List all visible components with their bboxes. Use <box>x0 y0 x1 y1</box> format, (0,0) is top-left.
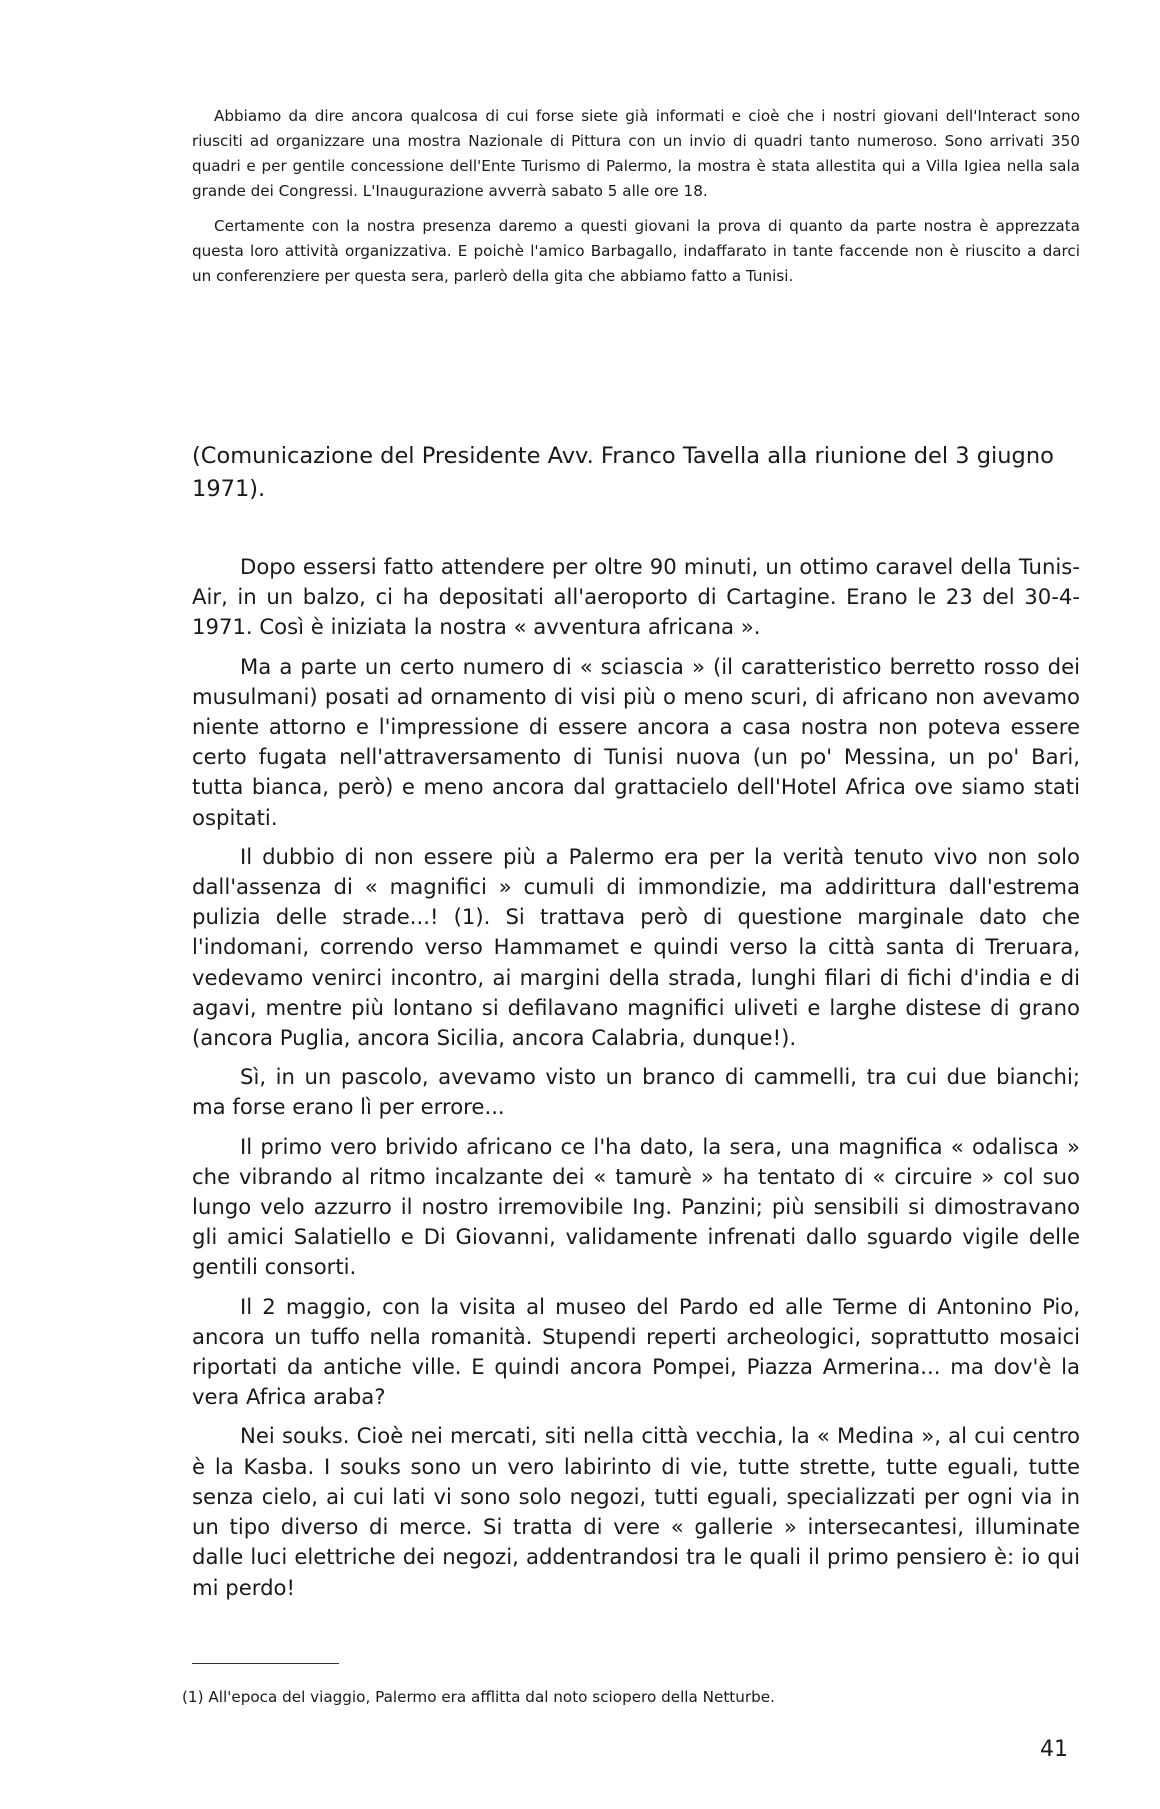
section-caption: (Comunicazione del Presidente Avv. Franco Tavella alla riunione del 3 giugno 1971). <box>192 443 1054 502</box>
intro-paragraph: Abbiamo da dire ancora qualcosa di cui forse siete già informati e cioè che i nostri giovani dell'Interact sono riusciti ad organizzare una mostra Nazionale di Pittura con un invio di quadri tanto numeroso. Sono arrivati 350 quadri e per gentile concessione dell'Ente Turismo di Palermo, la mostra è stata allestita qui a Villa Igiea nella sala grande dei Congressi. L'Inaugurazione avverrà sabato 5 alle ore 18. <box>192 107 1080 200</box>
intro-section <box>192 104 1080 299</box>
article-body <box>192 552 1080 1612</box>
footnote: (1) All'epoca del viaggio, Palermo era afflitta dal noto sciopero della Netturbe. <box>182 1688 775 1706</box>
page-number: 41 <box>1040 1737 1068 1762</box>
body-paragraph: Nei souks. Cioè nei mercati, siti nella città vecchia, la « Medina », al cui centro è la Kasba. I souks sono un vero labirinto di vie, tutte strette, tutte eguali, tutte senza cielo, ai cui lati vi sono solo negozi, tutti eguali, specializzati per ogni via in un tipo diverso di merce. Si tratta di vere « gallerie » intersecantesi, illuminate dalle luci elettriche dei negozi, addentrandosi tra le quali il primo pensiero è: io qui mi perdo! <box>192 1423 1080 1600</box>
body-paragraph: Il primo vero brivido africano ce l'ha dato, la sera, una magnifica « odalisca » che vibrando al ritmo incalzante dei « tamurè » ha tentato di « circuire » col suo lungo velo azzurro il nostro irremovibile Ing. Panzini; più sensibili si dimostravano gli amici Salatiello e Di Giovanni, validamente infrenati dallo sguardo vigile delle gentili consorti. <box>192 1133 1080 1280</box>
body-paragraph: Il dubbio di non essere più a Palermo era per la verità tenuto vivo non solo dall'assenza di « magnifici » cumuli di immondizie, ma addirittura dall'estrema pulizia delle strade...! (1). Si trattava però di questione marginale dato che l'indomani, correndo verso Hammamet e quindi verso la città santa di Treruara, vedevamo venirci incontro, ai margini della strada, lunghi filari di fichi d'india e di agavi, mentre più lontano si defilavano magnifici uliveti e larghe distese di grano (ancora Puglia, ancora Sicilia, ancora Calabria, dunque!). <box>192 843 1080 1051</box>
intro-paragraph: Certamente con la nostra presenza daremo a questi giovani la prova di quanto da parte nostra è apprezzata questa loro attività organizzativa. E poichè l'amico Barbagallo, indaffarato in tante faccende non è riuscito a darci un conferenziere per questa sera, parlerò della gita che abbiamo fatto a Tunisi. <box>192 217 1080 285</box>
body-paragraph: Sì, in un pascolo, avevamo visto un branco di cammelli, tra cui due bianchi; ma forse erano lì per errore... <box>192 1064 1080 1120</box>
body-paragraph: Ma a parte un certo numero di « sciascia » (il caratteristico berretto rosso dei musulmani) posati ad ornamento di visi più o meno scuri, di africano non avevamo niente attorno e l'impressione di essere ancora a casa nostra non poteva essere certo fugata nell'attraversamento di Tunisi nuova (un po' Messina, un po' Bari, tutta bianca, però) e meno ancora dal grattacielo dell'Hotel Africa ove siamo stati ospitati. <box>192 653 1080 830</box>
body-paragraph: Dopo essersi fatto attendere per oltre 90 minuti, un ottimo caravel della Tunis-Air, in un balzo, ci ha depositati all'aeroporto di Cartagine. Erano le 23 del 30-4-1971. Così è iniziata la nostra « avventura africana ». <box>192 554 1080 640</box>
body-paragraph: Il 2 maggio, con la visita al museo del Pardo ed alle Terme di Antonino Pio, ancora un tuffo nella romanità. Stupendi reperti archeologici, soprattutto mosaici riportati da antiche ville. E quindi ancora Pompei, Piazza Armerina... ma dov'è la vera Africa araba? <box>192 1293 1080 1410</box>
footnote-divider <box>192 1663 339 1664</box>
